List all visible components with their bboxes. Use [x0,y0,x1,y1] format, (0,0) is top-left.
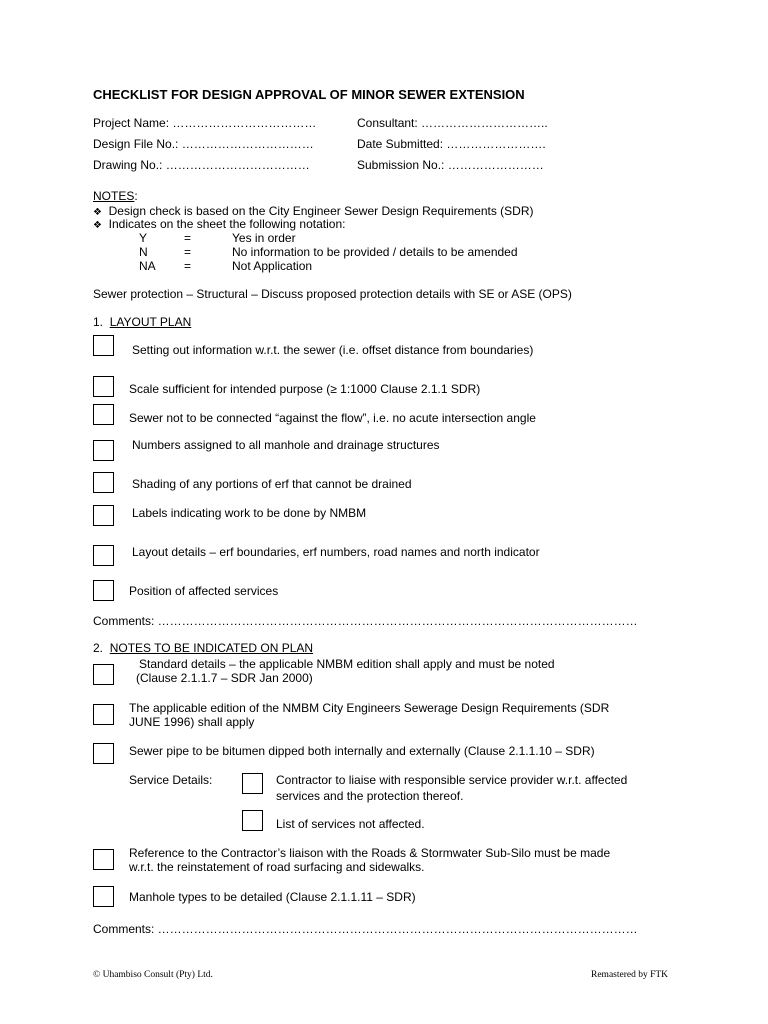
notation-eq-n: = [184,245,192,259]
footer-remastered: Remastered by FTK [591,970,669,980]
project-name-field: Project Name: ……………………………… [93,116,317,130]
notes-colon: : [134,189,138,203]
checkbox-manhole-types[interactable] [93,886,114,907]
sewer-protection-note: Sewer protection – Structural – Discuss proposed protection details with SE or ASE (OPS) [93,287,572,301]
service-item-not-affected: List of services not affected. [276,817,425,831]
notes-heading-text: NOTES [93,189,135,203]
checkbox-services-not-affected[interactable] [242,810,263,831]
notation-eq-na: = [184,259,192,273]
consultant-field: Consultant: ………………………….. [357,116,548,130]
checklist-item-manhole-types: Manhole types to be detailed (Clause 2.1.1.11 – SDR) [129,890,416,904]
checklist-item-manhole-numbers: Numbers assigned to all manhole and drainage structures [132,438,440,452]
section-1-comments[interactable]: Comments: ………………………………………………………………………………………………………… [93,614,638,628]
notation-code-n: N [139,245,148,259]
checkbox-scale[interactable] [93,376,114,397]
checkbox-contractor-liaise[interactable] [242,773,263,794]
checkbox-layout-details[interactable] [93,545,114,566]
notation-desc-n: No information to be provided / details to be amended [232,245,518,259]
checklist-item-shading: Shading of any portions of erf that cannot be drained [132,477,412,491]
diamond-bullet-icon: ❖ [93,207,102,218]
notation-desc-y: Yes in order [232,231,296,245]
section-2-title: NOTES TO BE INDICATED ON PLAN [109,641,314,655]
notation-code-y: Y [139,231,148,245]
checkbox-applicable-edition[interactable] [93,704,114,725]
service-item-contractor-liaise-line2: services and the protection thereof. [276,789,464,803]
notes-line-2-text: Indicates on the sheet the following notation: [108,217,346,231]
checklist-item-roads-liaison-line2: w.r.t. the reinstatement of road surfacing and sidewalks. [129,860,425,874]
checkbox-manhole-numbers[interactable] [93,440,114,461]
date-submitted-field: Date Submitted: ……………………. [357,137,546,151]
checklist-item-affected-services: Position of affected services [129,584,279,598]
footer-copyright: © Uhambiso Consult (Pty) Ltd. [93,970,213,980]
section-1-heading [93,315,191,329]
checklist-item-setting-out: Setting out information w.r.t. the sewer (i.e. offset distance from boundaries) [132,343,534,357]
notation-eq-y: = [184,231,192,245]
service-details-label: Service Details: [129,773,213,787]
checklist-item-applicable-edition-line1: The applicable edition of the NMBM City Engineers Sewerage Design Requirements (SDR [129,701,610,715]
checkbox-setting-out[interactable] [93,335,114,356]
page-title: CHECKLIST FOR DESIGN APPROVAL OF MINOR SEWER EXTENSION [93,87,525,102]
design-file-field: Design File No.: …………………………… [93,137,314,151]
checklist-item-standard-details-line1: Standard details – the applicable NMBM edition shall apply and must be noted [139,657,555,671]
checklist-item-bitumen: Sewer pipe to be bitumen dipped both internally and externally (Clause 2.1.1.10 – SDR) [129,744,595,758]
checkbox-labels-nmbm[interactable] [93,505,114,526]
section-2-heading [93,641,313,655]
checkbox-shading[interactable] [93,472,114,493]
checklist-item-against-flow: Sewer not to be connected “against the flow”, i.e. no acute intersection angle [129,411,536,425]
checkbox-roads-liaison[interactable] [93,849,114,870]
checkbox-affected-services[interactable] [93,580,114,601]
section-1-number: 1. [93,315,104,329]
checklist-item-roads-liaison-line1: Reference to the Contractor’s liaison with the Roads & Stormwater Sub-Silo must be made [129,846,611,860]
section-1-title: LAYOUT PLAN [109,315,192,329]
section-2-number: 2. [93,641,104,655]
notes-heading [93,189,138,203]
service-item-contractor-liaise-line1: Contractor to liaise with responsible service provider w.r.t. affected [276,773,628,787]
drawing-no-field: Drawing No.: ……………………………… [93,158,310,172]
checklist-item-applicable-edition-line2: JUNE 1996) shall apply [129,715,255,729]
checklist-item-scale: Scale sufficient for intended purpose (≥ 1:1000 Clause 2.1.1 SDR) [129,382,481,396]
notation-code-na: NA [139,259,156,273]
checkbox-standard-details[interactable] [93,664,114,685]
checkbox-against-flow[interactable] [93,404,114,425]
diamond-bullet-icon: ❖ [93,220,102,231]
notes-line-1-text: Design check is based on the City Engineer Sewer Design Requirements (SDR) [108,204,534,218]
checkbox-bitumen[interactable] [93,743,114,764]
notes-line-2 [93,217,345,231]
checklist-item-layout-details: Layout details – erf boundaries, erf numbers, road names and north indicator [132,545,540,559]
notation-desc-na: Not Application [232,259,313,273]
section-2-comments[interactable]: Comments: ………………………………………………………………………………………………………… [93,922,638,936]
checklist-item-standard-details-line2: (Clause 2.1.1.7 – SDR Jan 2000) [136,671,313,685]
checklist-item-labels-nmbm: Labels indicating work to be done by NMBM [132,506,367,520]
submission-no-field: Submission No.: …………………… [357,158,544,172]
notes-line-1 [93,204,534,218]
